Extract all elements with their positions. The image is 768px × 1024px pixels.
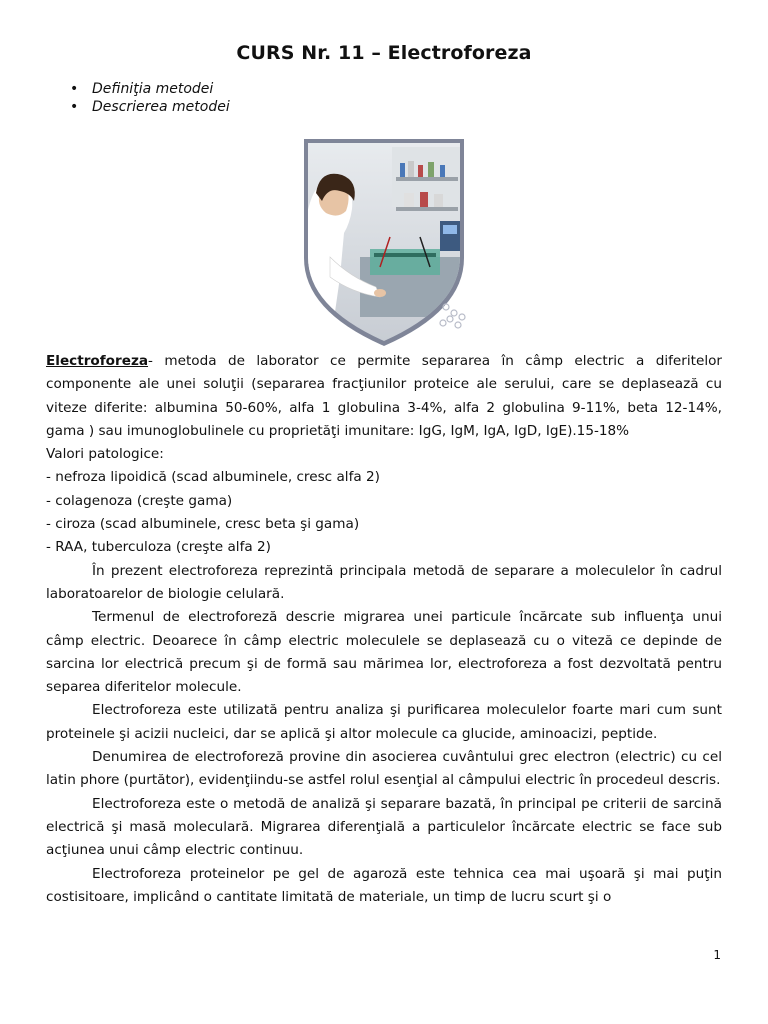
body-paragraph: Denumirea de electroforeză provine din asocierea cuvântului grec electron (electric) cu cel latin phore (purtător), evidenţiindu-se astfel rolul esenţial al câmpului electric în procedeul descris. [46, 749, 722, 789]
body-paragraph: Electroforeza este utilizată pentru analiza şi purificarea moleculelor foarte mari cum sunt proteinele şi acizii nucleici, dar se aplică şi altor molecule ca glucide, aminoacizi, peptide. [46, 702, 722, 742]
pathology-item: - RAA, tuberculoza (creşte alfa 2) [46, 539, 271, 556]
outline-list [66, 80, 230, 116]
pathology-item: - ciroza (scad albuminele, cresc beta şi gama) [46, 516, 360, 533]
intro-definition: - metoda de laborator ce permite separarea în câmp electric a diferitelor componente ale unei soluţii (separarea fracţiunilor proteice ale serului, care se deplasează cu viteze diferite: albumina 50-60%, alfa 1 globulina 3-4%, alfa 2 globulina 9-11%, beta 12-14%, gama ) sau imunoglobulinele cu proprietăţi imunitare: IgG, IgM, IgA, IgD, IgE).15-18% [46, 353, 722, 439]
lab-photo-shield [300, 137, 475, 347]
term-electroforeza: Electroforeza [46, 353, 149, 369]
body-paragraph: Electroforeza este o metodă de analiză şi separare bazată, în principal pe criterii de sarcină electrică şi masă moleculară. Migrarea diferenţială a particulelor încărcate electric se face sub acţiunea unui câmp electric continuu. [46, 795, 722, 859]
page-number: 1 [713, 948, 721, 962]
pathology-item: - colagenoza (creşte gama) [46, 492, 233, 509]
outline-item-definition: • Definiţia metodei [66, 80, 230, 98]
pathology-item: - nefroza lipoidică (scad albuminele, cresc alfa 2) [46, 469, 380, 486]
page-title: CURS Nr. 11 – Electroforeza [236, 42, 532, 64]
outline-item-description: • Descrierea metodei [66, 98, 230, 116]
pathology-heading: Valori patologice: [46, 446, 164, 463]
body-paragraph: Termenul de electroforeză descrie migrarea unei particule încărcate sub influenţa unui câmp electric. Deoarece în câmp electric moleculele se deplasează cu o viteză ce depinde de sarcina lor electrică precum şi de formă sau mărimea lor, electroforeza a fost dezvoltată pentru separea diferitelor molecule. [46, 609, 722, 696]
body-paragraph: În prezent electroforeza reprezintă principala metodă de separare a moleculelor în cadrul laboratoarelor de biologie celulară. [46, 562, 722, 602]
body-paragraph: Electroforeza proteinelor pe gel de agaroză este tehnica cea mai uşoară şi mai puţin costisitoare, implicând o cantitate limitată de materiale, un timp de lucru scurt şi o [46, 865, 722, 905]
intro-paragraph [46, 350, 722, 443]
body-text [46, 350, 722, 909]
